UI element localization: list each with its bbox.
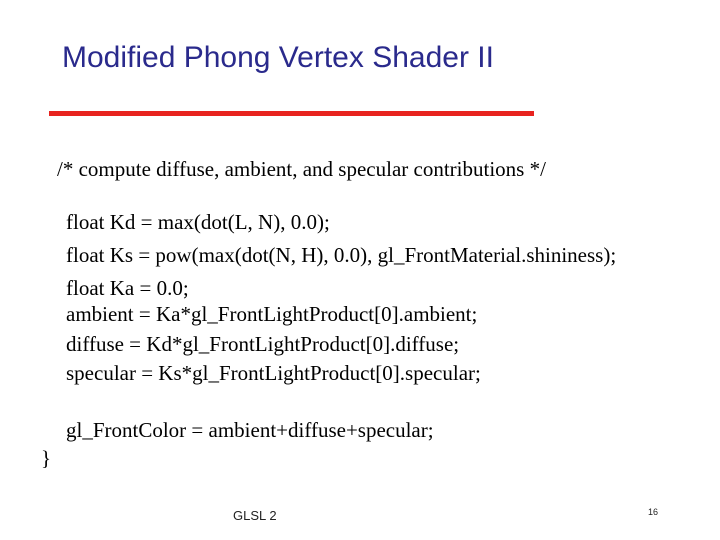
code-comment: /* compute diffuse, ambient, and specular contributions */ (57, 157, 546, 181)
slide-title: Modified Phong Vertex Shader II (62, 41, 494, 74)
closing-brace: } (41, 446, 52, 470)
footer-label: GLSL 2 (233, 508, 277, 523)
code-line-ka: float Ka = 0.0; (66, 276, 189, 300)
code-line-specular: specular = Ks*gl_FrontLightProduct[0].specular; (66, 361, 481, 385)
code-line-frontcolor: gl_FrontColor = ambient+diffuse+specular; (66, 418, 434, 442)
code-line-ks: float Ks = pow(max(dot(N, H), 0.0), gl_FrontMaterial.shininess); (66, 243, 617, 267)
page-number: 16 (648, 507, 659, 517)
code-line-diffuse: diffuse = Kd*gl_FrontLightProduct[0].diffuse; (66, 332, 460, 356)
code-line-kd: float Kd = max(dot(L, N), 0.0); (66, 210, 330, 234)
code-line-ambient: ambient = Ka*gl_FrontLightProduct[0].ambient; (66, 302, 478, 326)
title-underline (49, 111, 534, 116)
